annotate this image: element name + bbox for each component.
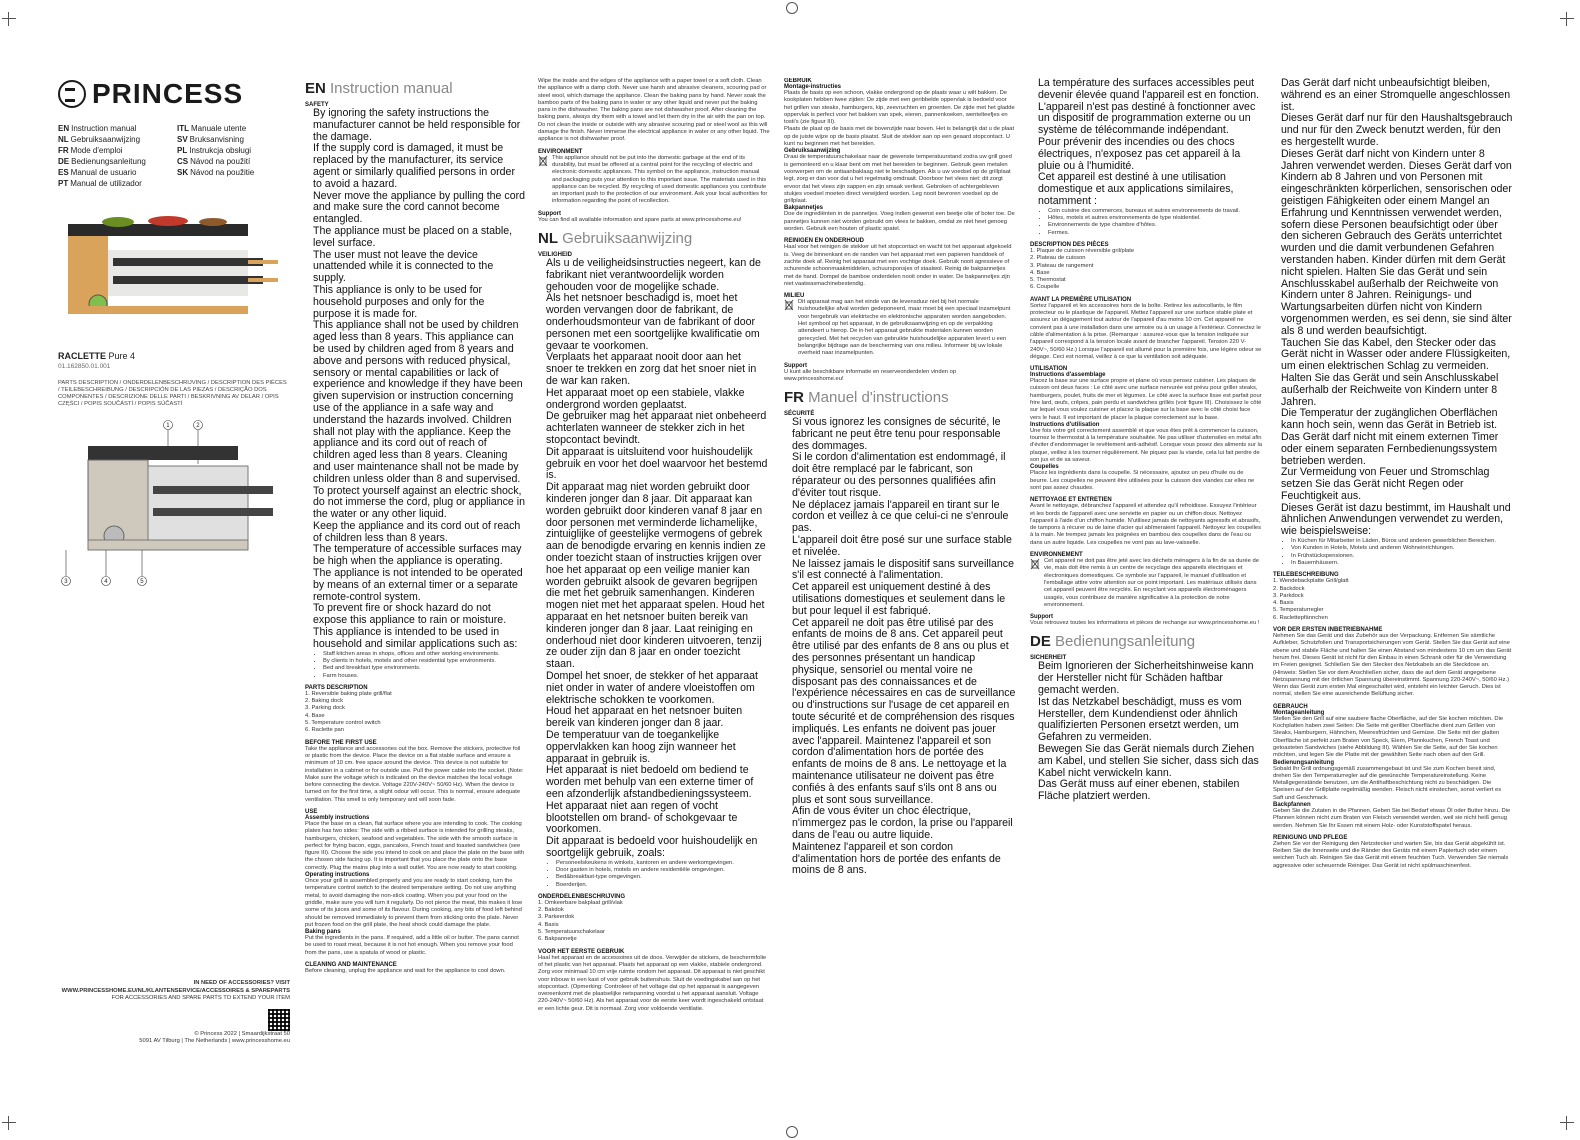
part-item: 1. Reversible baking plate grill/flat: [305, 690, 392, 697]
part-item: 1. Omkeerbare bakplaat grill/vlak: [538, 899, 623, 906]
accessories-info: [58, 980, 290, 1046]
section-heading: Support: [1030, 614, 1053, 621]
similar-item: • Von Kunden in Hotels, Motels und anderen Wohneinrichtungen.: [1291, 545, 1513, 552]
similar-item: • Boerderijen.: [556, 882, 770, 889]
de-heading: DE Bedienungsanleitung: [1030, 633, 1196, 651]
section-heading: ENVIRONNEMENT: [1030, 552, 1083, 559]
part-item: 2. Backdock: [1273, 585, 1305, 592]
language-item: [58, 124, 169, 133]
en-similar-list: [305, 651, 525, 680]
similar-item: • Coin cuisine des commerces, bureaux et autres environnements de travail.: [1048, 208, 1262, 215]
part-item: 1. Wendebackplatte Grill/glatt: [1273, 578, 1349, 585]
en-parts-list: [305, 691, 525, 735]
subheading: Assembly instructions: [305, 815, 370, 821]
model-name: [58, 351, 288, 361]
section-heading: TEILEBESCHREIBUNG: [1273, 572, 1339, 579]
section-heading: VOOR HET EERSTE GEBRUIK: [538, 948, 625, 955]
language-item: [177, 124, 288, 133]
parts-diagram: [58, 416, 288, 591]
language-code: ES: [58, 168, 69, 177]
similar-item: • Personeelskeukens in winkels, kantoren en andere werkomgevingen.: [556, 860, 770, 867]
part-item: 6. Raclettepfännchen: [1273, 614, 1328, 621]
language-label: Bruksanvisning: [189, 135, 244, 144]
nl-column: [538, 78, 770, 1118]
paragraph: Stellen Sie den Grill auf eine saubere flache Oberfläche, auf der Sie kochen möchten. Die Kochplatten haben zwei Seiten: Die Seite mit gerillter Oberfläche dient zum Grillen von Steaks, Hamburgern, Hähnchen, Meeresfrüchten und Gemüse. Die Seite mit der glatten Oberfläche ist perfekt zum Braten von Speck, Eiern, Pfannkuchen, French Toast und getoasteten Sandwiches (siehe Abbildung III). Wählen Sie die Seite, auf der Sie kochen möchten, und legen Sie die Platte mit der gewählten Seite nach oben auf den Grill.: [1273, 715, 1504, 759]
language-label: Gebruiksaanwijzing: [70, 135, 141, 144]
section-heading: USE: [305, 809, 318, 815]
safety-item: • This appliance shall not be used by children aged less than 8 years. This appliance can be used by children aged from 8 years and above and persons with reduced physical, sensory or mental capabilities or lack of experience and knowledge if they have been given supervision or instruction concerning use of the appliance in a safe way and understand the hazards involved. Children shall not play with the appliance. Keep the appliance and its cord out of reach of children aged less than 8 years. Cleaning and user maintenance shall not be made by children unless older than 8 and supervised.: [313, 320, 525, 485]
paragraph: Before cleaning, unplug the appliance and wait for the appliance to cool down.: [305, 968, 506, 975]
safety-item: • Pour prévenir des incendies ou des chocs électriques, n'exposez pas cet appareil à la pluie ou à l'humidité.: [1038, 137, 1262, 172]
paragraph: Draai de temperatuurschakelaar naar de gewenste temperatuurstand zodra uw grill goed is gemonteerd en u klaar bent om met het bereiden te beginnen. Gebruik geen metalen voorwerpen om de antiaanbaklaag niet te beschadigen. Als u uw voedsel op de grillplaat legt, zorg er dan voor dat u het regelmatig omdraait. Doorboor het vlees niet: dit zorgt ervoor dat het vlees zijn sappen en zijn smaak verliest. Gebroken of achtergebleven stukjes voedsel moeten direct verwijderd worden. Leg nooit bevroren voedsel op de grillplaat.: [784, 154, 1012, 205]
similar-item: • In Frühstückspensionen.: [1291, 553, 1513, 560]
paragraph: Place the base on a clean, flat surface where you are intending to cook. The cooking plates has two sides: The side with a ribbed surface is intended for grilling steaks, hamburgers, chicken, seafood and vegetables. The side with the smooth surface is perfect for frying bacon, eggs, pancakes, French toast and toasted sandwiches (see figure III). Choose the side you intend to cook on and place the plate on the base with the chosen side facing up. It is important that you place the plate onto the base correctly. Plug the mains plug into a wall outlet. You are now ready to start cooking.: [305, 821, 525, 871]
section-heading: ENVIRONMENT: [538, 148, 583, 155]
raclette-product-image: [58, 206, 288, 336]
safety-item: • To prevent fire or shock hazard do not expose this appliance to rain or moisture.: [313, 603, 525, 627]
language-label: Návod na použití: [190, 157, 251, 166]
safety-item: • Das Gerät darf nicht mit einem externen Timer oder einem separaten Fernbedienungssystem betrieben werden.: [1281, 432, 1513, 467]
part-item: 5. Temperaturregler: [1273, 607, 1324, 614]
copyright: © Princess 2022 | Smaardijkstraat 50: [194, 1030, 290, 1037]
similar-item: • Hôtes, motels et autres environnements de type résidentiel.: [1048, 215, 1262, 222]
accessories-line: FOR ACCESSORIES AND SPARE PARTS TO EXTEND YOUR ITEM: [111, 995, 290, 1001]
language-code: PT: [58, 179, 69, 188]
fr-safety-list: [784, 417, 1016, 877]
safety-item: • This appliance is intended to be used in household and similar applications such as:: [313, 627, 525, 651]
safety-item: • Houd het apparaat en het netsnoer buiten bereik van kinderen jonger dan 8 jaar.: [546, 706, 770, 730]
paragraph: Placez la base sur une surface propre et plane où vous pensez cuisiner. Les plaques de cuisson ont deux faces : Le côté avec une surface nervurée est prévu pour griller steaks, hamburgers, poulet, fruits de mer et légumes. Le côté avec la surface lisse est parfait pour frire lard, œufs, crêpes, pain perdu et sandwiches grillés (voir figure III). Choisissez le côté sur lequel vous voulez cuisiner et placez la plaque sur la base avec le côté choisi face vers le haut. Il est important de placer la plaque correctement sur la base.: [1030, 378, 1262, 421]
paragraph: Put the ingredients in the pans. If required, add a little oil or butter. The pans cannot be used to roast meat, because it is not hot enough. When you remove your food from the pans, use a spatula of wood or plastic.: [305, 935, 519, 956]
de-similar-list: [1273, 538, 1513, 567]
safety-item: • Ne déplacez jamais l'appareil en tirant sur le cordon et veillez à ce que celui-ci ne s'enroule pas.: [792, 500, 1016, 535]
safety-item: • To protect yourself against an electric shock, do not immerse the cord, plug or appliance in the water or any other liquid.: [313, 486, 525, 521]
safety-item: • Keep the appliance and its cord out of reach of children less than 8 years.: [313, 521, 525, 545]
section-heading: VOR DER ERSTEN INBETRIEBNAHME: [1273, 627, 1383, 634]
paragraph: Plaats de plaat op de basis met de bovenzijde naar boven. Het is belangrijk dat u de plaat op de juiste wijze op de basis plaatst. Sluit de stekker aan op een geaard stopcontact. U kunt nu beginnen met het bereiden.: [784, 126, 1015, 148]
language-label: Manual de utilizador: [70, 179, 142, 188]
subheading: Instructions d'assemblage: [1030, 372, 1106, 379]
part-item: 4. Basis: [1273, 600, 1294, 607]
crop-mark: [2, 1116, 16, 1130]
section-heading: PARTS DESCRIPTION: [305, 684, 368, 691]
qr-code-icon: [268, 1009, 290, 1031]
paragraph: Geben Sie die Zutaten in die Pfannen. Geben Sie bei Bedarf etwas Öl oder Butter hinzu. Die Pfannen können nicht zum Braten von Fleisch verwendet werden, weil sie nicht heiß genug werden. Nehmen Sie Ihr Essen mit einem Holz- oder Kunststoffspatel heraus.: [1273, 807, 1511, 829]
safety-item: • The appliance must be placed on a stable, level surface.: [313, 226, 525, 250]
similar-item: • In Küchen für Mitarbeiter in Läden, Büros und anderen gewerblichen Bereichen.: [1291, 538, 1513, 545]
part-item: 2. Bakdok: [538, 907, 564, 914]
diagram-label: 4: [104, 579, 108, 585]
brand-name: PRINCESS: [92, 78, 244, 109]
language-code: SV: [177, 135, 188, 144]
safety-item: • Die Temperatur der zugänglichen Oberflächen kann hoch sein, wenn das Gerät in Betrieb ist.: [1281, 408, 1513, 432]
safety-item: • Het apparaat is niet bedoeld om bediend te worden met behulp van een externe timer of een afzonderlijk afstandbedieningssysteem.: [546, 765, 770, 800]
de-safety-list-cont: [1273, 78, 1513, 538]
section-heading: SÉCURITÉ: [784, 411, 815, 418]
address: 5091 AV Tilburg | The Netherlands | www.princesshome.eu: [139, 1038, 290, 1044]
brand-logo: [58, 78, 288, 110]
subheading: Operating instructions: [305, 872, 370, 879]
safety-item: • Het apparaat moet op een stabiele, vlakke ondergrond worden geplaatst.: [546, 388, 770, 412]
part-item: 2. Plateau de cuisson: [1030, 255, 1086, 262]
paragraph: U kunt alle beschikbare informatie en reserveonderdelen vinden op www.princesshome.eu!: [784, 368, 957, 382]
safety-item: • Dit apparaat is bedoeld voor huishoudelijk en soortgelijk gebruik, zoals:: [546, 836, 770, 860]
nl-parts-list: [538, 900, 770, 944]
fr-heading: FR Manuel d'instructions: [784, 389, 949, 407]
safety-item: • Dieses Gerät darf nicht von Kindern unter 8 Jahren verwendet werden. Dieses Gerät darf von Kindern ab 8 Jahren und von Personen mit eingeschränkten körperlichen, sensorischen oder geistigen Fähigkeiten oder einem Mangel an Erfahrung und Kenntnissen verwendet werden, sofern diese Personen beaufsichtigt oder über den sicheren Gebrauch des Geräts unterrichtet wurden und die damit verbundenen Gefahren verstanden haben. Kinder dürfen mit dem Gerät nicht spielen. Halten Sie das Gerät und sein Anschlusskabel außerhalb der Reichweite von Kindern unter 8 Jahren. Reinigungs- und Wartungsarbeiten dürfen nicht von Kindern vorgenommen werden, es sei denn, sie sind älter als 8 und werden beaufsichtigt.: [1281, 149, 1513, 338]
section-heading: REINIGEN EN ONDERHOUD: [784, 238, 865, 245]
accessories-title: IN NEED OF ACCESSORIES? VISIT: [193, 980, 290, 986]
safety-item: • Afin de vous éviter un choc électrique, n'immergez pas le cordon, la prise ou l'appareil dans de l'eau ou autre liquide.: [792, 806, 1016, 841]
safety-item: • Als het netsnoer beschadigd is, moet het worden vervangen door de fabrikant, de onderhoudsmonteur van de fabrikant of door personen met een soortgelijke kwalificatie om gevaar te voorkomen.: [546, 293, 770, 352]
similar-item: • Bed and breakfast type environments.: [323, 665, 525, 672]
diagram-label: 3: [64, 579, 68, 585]
subheading: Bakpannetjes: [784, 205, 824, 212]
recycle-bin-icon: [538, 155, 548, 167]
section-heading: GEBRUIK: [784, 78, 812, 84]
safety-item: • Dieses Gerät darf nur für den Haushaltsgebrauch und nur für den Zweck benutzt werden, für den es hergestellt wurde.: [1281, 113, 1513, 148]
part-item: 5. Thermostat: [1030, 277, 1066, 284]
fr-de-column: [1030, 78, 1262, 1118]
part-item: 3. Plateau de rangement: [1030, 262, 1094, 269]
crop-mark: [786, 1126, 798, 1138]
section-heading: DESCRIPTION DES PIÈCES: [1030, 241, 1109, 248]
language-item: [58, 157, 169, 166]
paragraph: This appliance should not be put into the domestic garbage at the end of its durability, but must be offered at a central point for the recycling of electric and electronic domestic appliances. This symbol on the appliance, instruction manual and packaging puts your attention to this important issue. The materials used in this appliance can be recycled. By recycling of used domestic appliances you contribute an important push to the protection of our environment. Ask your local authorities for information regarding the point of recollection.: [552, 154, 768, 205]
section-heading: SAFETY: [305, 102, 329, 108]
subheading: Baking pans: [305, 929, 341, 936]
language-code: DE: [58, 157, 70, 166]
subheading: Coupelles: [1030, 464, 1059, 471]
model-title: RACLETTE: [58, 351, 106, 361]
fr-similar-list: [1030, 208, 1262, 237]
section-heading: GEBRAUCH: [1273, 703, 1308, 710]
section-heading: AVANT LA PREMIÈRE UTILISATION: [1030, 296, 1132, 303]
safety-item: • Dit apparaat is uitsluitend voor huishoudelijk gebruik en voor het doel waarvoor het bestemd is.: [546, 447, 770, 482]
subheading: Montageanleitung: [1273, 709, 1325, 716]
section-heading: Support: [538, 210, 561, 217]
recycle-bin-icon: [784, 299, 794, 311]
safety-item: • Bewegen Sie das Gerät niemals durch Ziehen am Kabel, und stellen Sie sicher, dass sich das Kabel nicht verwickeln kann.: [1038, 744, 1262, 779]
similar-item: • Farm houses.: [323, 673, 525, 680]
language-code: FR: [58, 146, 69, 155]
safety-item: • Cet appareil est destiné à une utilisation domestique et aux applications similaires, notamment :: [1038, 172, 1262, 207]
subheading: Montage-instructies: [784, 84, 842, 90]
safety-item: • The user must not leave the device unattended while it is connected to the supply.: [313, 250, 525, 285]
part-item: 6. Bakpannetje: [538, 936, 577, 943]
paragraph: Sortez l'appareil et les accessoires hors de la boîte. Retirez les autocollants, le film protecteur ou le plastique de l'appareil. Mettez l'appareil sur une surface stable plate et assurez un dégagement tout autour de l'appareil d'au moins 10 cm. Cet appareil ne convient pas à une installation dans une armoire ou à un usage à l'extérieur. Connectez le câble d'alimentation à la prise. (Remarque : assurez-vous que la tension indiquée sur l'appareil correspond à la tension locale avant de brancher l'appareil. Tension 220 V-240V~, 50/60 Hz.) Lorsque l'appareil est allumé pour la première fois, une légère odeur se dégage. Ceci est normal, veillez à ce que la ventilation soit adéquate.: [1030, 302, 1262, 360]
paragraph: Wipe the inside and the edges of the appliance with a paper towel or a soft cloth. Clean the appliance with a damp cloth. Never use harsh and abrasive cleaners, scouring pad or steel wool, which damage the appliance. Clean the baking pans by hand. Never soak the bamboo parts of the baking pans in water or any other liquid and never put the baking pans in the dishwasher. The baking pans are not dishwasher proof. After cleaning the baking pans, always dry them with a towel and let them dry in the air with the pan on top. Do not clean the inside or outside with any abrasive scouring pad or steel wool as this will damage the finish. Never immerse the electrical appliance in water or any other liquid. The appliance is not dishwasher proof.: [538, 78, 770, 143]
paragraph: Placez les ingrédients dans la coupelle. Si nécessaire, ajoutez un peu d'huile ou de beurre. Les coupelles ne peuvent être utilisées pour la cuisson des viandes car elles ne sont pas assez chaudes.: [1030, 470, 1255, 491]
similar-item: • Environnements de type chambre d'hôtes.: [1048, 222, 1262, 229]
language-list: [58, 124, 288, 188]
language-item: [58, 146, 169, 155]
safety-item: • Dompel het snoer, de stekker of het apparaat niet onder in water of andere vloeistoffen om elektrische schokken te voorkomen.: [546, 671, 770, 706]
safety-item: • Als u de veiligheidsinstructies negeert, kan de fabrikant niet verantwoordelijk worden gehouden voor de mogelijke schade.: [546, 258, 770, 293]
paragraph: Une fois votre gril correctement assemblé et que vous êtes prêt à commencer la cuisson, tournez le thermostat à la température souhaitée. Ne pas utiliser d'ustensiles en métal afin d'éviter d'endommager le revêtement anti-adhésif. Lorsque vous posez des aliments sur la plaque, veillez à les tourner régulièrement. Ne piquez pas la viande, cela lui fait perdre de son jus et de sa saveur.: [1030, 427, 1262, 464]
part-item: 6. Raclette pan: [305, 727, 344, 734]
part-item: 4. Base: [1030, 269, 1050, 276]
subheading: Backpfannen: [1273, 801, 1311, 808]
safety-item: • Verplaats het apparaat nooit door aan het snoer te trekken en zorg dat het snoer niet in de war kan raken.: [546, 352, 770, 387]
fr-safety-list-cont: [1030, 78, 1262, 208]
language-code: EN: [58, 124, 70, 133]
section-heading: CLEANING AND MAINTENANCE: [305, 962, 397, 969]
similar-item: • In Bauernhäusern.: [1291, 560, 1513, 567]
language-label: Instrukcja obsługi: [189, 146, 252, 155]
nl-heading: NL Gebruiksaanwijzing: [538, 230, 693, 248]
safety-item: • Never move the appliance by pulling the cord and make sure the cord cannot become entangled.: [313, 191, 525, 226]
similar-item: • Fermes.: [1048, 230, 1262, 237]
paragraph: Avant le nettoyage, débranchez l'appareil et attendez qu'il refroidisse. Essuyez l'intérieur et les bords de l'appareil avec une serviette en papier ou un chiffon doux. Nettoyez l'appareil à l'aide d'un chiffon humide. N'utilisez jamais de nettoyants agressifs et abrasifs, de tampons à récurer ou de laine d'acier qui abîmeraient l'appareil. Nettoyez les coupelles à la main. Ne trempez jamais les poignées en bambou des coupelles dans de l'eau ou dans un autre liquide. Les coupelles ne vont pas au lave-vaisselle.: [1030, 503, 1262, 546]
safety-item: • This appliance is only to be used for household purposes and only for the purpose it is made for.: [313, 285, 525, 320]
diagram-label: 1: [166, 423, 170, 429]
part-item: 5. Temperature control switch: [305, 720, 381, 727]
language-label: Bedienungsanleitung: [71, 157, 146, 166]
safety-item: • L'appareil doit être posé sur une surface stable et nivelée.: [792, 535, 1016, 559]
en-safety-list: [305, 108, 525, 651]
paragraph: Haal het apparaat en de accessoires uit de doos. Verwijder de stickers, de beschermfolie of het plastic van het apparaat. Plaats het apparaat op een vlakke, stabiele ondergrond. Zorg voor minimaal 10 cm vrije ruimte rondom het apparaat. Dit apparaat is niet geschikt voor inbouw in een kast of voor gebruik buitenshuis. Sluit de voedingskabel aan op het stopcontact. (Opmerking: Controleer of het voltage dat op het apparaat is aangegeven overeenkomt met de plaatselijke netspanning voordat u het apparaat aansluit. Voltage 220-240V~ 50/60 Hz). Als het apparaat voor de eerste keer wordt ingeschakeld ontstaat er een lichte geur. Dit is normaal. Zorg voor voldoende ventilatie.: [538, 954, 767, 1012]
parts-header: PARTS DESCRIPTION / ONDERDELENBESCHRIJVING / DESCRIPTION DES PIÈCES / TEILEBESCHREIBUNG / DESCRIPCIÓN DE LAS PIEZAS / DESCRIÇÃO DOS COMPONENTES / DESCRIZIONE DELLE PARTI / BESKRIVNING AV DELAR / OPIS CZĘŚCI / POPIS SOUČÁSTÍ / POPIS SÚČASTÍ: [58, 380, 287, 407]
crop-mark: [1560, 12, 1574, 26]
similar-item: • Bed&breakfast-type omgevingen.: [556, 874, 770, 881]
subheading: Instructions d'utilisation: [1030, 421, 1100, 428]
nl-safety-list: [538, 258, 770, 860]
safety-item: • Dit apparaat mag niet worden gebruikt door kinderen jonger dan 8 jaar. Dit apparaat kan worden gebruikt door kinderen vanaf 8 jaar en door personen met verminderde lichamelijke, zintuiglijke of geestelijke vermogens of gebrek aan de benodigde ervaring en kennis indien ze onder toezicht staan of instructies krijgen over hoe het apparaat op een veilige manier kan worden gebruikt alsook de gevaren begrijpen die met het gebruik samenhangen. Kinderen mogen niet met het apparaat spelen. Houd het apparaat en het netsnoer buiten bereik van kinderen jonger dan 8 jaar. Laat reiniging en onderhoud niet door kinderen uitvoeren, tenzij ze ouder zijn dan 8 jaar en onder toezicht staan.: [546, 482, 770, 671]
safety-item: • Tauchen Sie das Kabel, den Stecker oder das Gerät nicht in Wasser oder andere Flüssigkeiten, um einen elektrischen Schlag zu vermeiden.: [1281, 338, 1513, 373]
safety-item: • Das Gerät muss auf einer ebenen, stabilen Fläche platziert werden.: [1038, 779, 1262, 803]
similar-item: • By clients in hotels, motels and other residential type environments.: [323, 658, 525, 665]
part-item: 2. Baking dock: [305, 698, 344, 705]
safety-item: • By ignoring the safety instructions the manufacturer cannot be held responsible for the damage.: [313, 108, 525, 143]
safety-item: • Halten Sie das Gerät und sein Anschlusskabel außerhalb der Reichweite von Kindern unter 8 Jahren.: [1281, 373, 1513, 408]
princess-logo-icon: [58, 80, 86, 108]
subheading: Bedienungsanleitung: [1273, 759, 1335, 766]
fr-parts-list: [1030, 248, 1262, 292]
safety-item: • Beim Ignorieren der Sicherheitshinweise kann der Hersteller nicht für Schäden haftbar gemacht werden.: [1038, 661, 1262, 696]
language-item: [177, 168, 288, 177]
accessories-url: WWW.PRINCESSHOME.EU/NL/KLANTENSERVICE/ACCESSOIRES & SPAREPARTS: [61, 987, 290, 994]
safety-item: • Het apparaat niet aan regen of vocht blootstellen om brand- of schokgevaar te voorkomen.: [546, 801, 770, 836]
section-heading: SICHERHEIT: [1030, 655, 1067, 662]
language-code: CS: [177, 157, 189, 166]
diagram-label: 5: [140, 579, 144, 585]
crop-mark: [2, 12, 16, 26]
paragraph: Haal voor het reinigen de stekker uit het stopcontact en wacht tot het apparaat afgekoeld is. Veeg de binnenkant en de randen van het apparaat met een papieren handdoek of zachte doek af. Reinig het apparaat met een vochtige doek. Gebruik nooit agressieve of schurende schoonmaakmiddelen, schuursponsjes of staalwol. Reinig de bakpannetjes met de hand. Dompel de bamboe onderdelen nooit onder in water. De bakpannetjes zijn niet vaatwasmachinebestendig.: [784, 244, 1012, 287]
safety-item: • De gebruiker mag het apparaat niet onbeheerd achterlaten wanneer de stekker zich in het stopcontact bevindt.: [546, 411, 770, 446]
model-variant: Pure 4: [108, 351, 136, 361]
part-item: 4. Basis: [538, 921, 559, 928]
language-label: Mode d'emploi: [70, 146, 123, 155]
diagram-label: 2: [196, 423, 200, 429]
safety-item: • If the supply cord is damaged, it must be replaced by the manufacturer, its service agent or similarly qualified persons in order to avoid a hazard.: [313, 143, 525, 190]
safety-item: • De temperatuur van de toegankelijke oppervlakken kan hoog zijn wanneer het apparaat in gebruik is.: [546, 730, 770, 765]
safety-item: • Ist das Netzkabel beschädigt, muss es vom Hersteller, dem Kundendienst oder ähnlich qualifizierten Personen ersetzt werden, um Gefahren zu vermeiden.: [1038, 697, 1262, 744]
section-heading: VEILIGHEID: [538, 252, 573, 259]
section-heading: ONDERDELENBESCHRIJVING: [538, 893, 626, 900]
section-heading: REINIGUNG UND PFLEGE: [1273, 834, 1348, 841]
section-heading: BEFORE THE FIRST USE: [305, 739, 377, 746]
part-item: 3. Parkeerdok: [538, 914, 575, 921]
safety-item: • La température des surfaces accessibles peut devenir élevée quand l'appareil est en fonction.: [1038, 78, 1262, 102]
language-code: PL: [177, 146, 188, 155]
safety-item: • Cet appareil est uniquement destiné à des utilisations domestiques et seulement dans le but pour lequel il est fabriqué.: [792, 582, 1016, 617]
part-item: 4. Base: [305, 712, 325, 719]
part-item: 5. Temperatuurschakelaar: [538, 929, 605, 936]
part-item: 6. Coupelle: [1030, 284, 1060, 291]
safety-item: • Ne laissez jamais le dispositif sans surveillance s'il est connecté à l'alimentation.: [792, 559, 1016, 583]
en-column: [305, 78, 525, 1118]
part-item: 3. Parking dock: [305, 705, 345, 712]
paragraph: Once your grill is assembled properly and you are ready to start cooking, turn the temperature control switch to the desired temperature setting. Do not use anything metal, to avoid damaging the non-stick coating. When you put your food on the griddle, make sure you will turn it regularly. Do not pierce the meat, this makes it lose some of its juices and some of its flavour. During cooking, any bits of food left behind should be removed immediately to prevent them from sticking onto the plate. Never put frozen food on the grill plate, the heat shock could damage the plate.: [305, 878, 523, 928]
paragraph: Sobald Ihr Grill ordnungsgemäß zusammengebaut ist und Sie zum Kochen bereit sind, drehen Sie den Temperaturregler auf die gewünschte Temperatureinstellung. Keine Metallgegenstände benutzen, um die Antihaftbeschichtung nicht zu beschädigen. Die Speisen auf der Grillplatte regelmäßig wenden. Fleisch nicht einstechen, sonst verliert es Saft und Geschmack.: [1273, 765, 1502, 801]
recycle-bin-icon: [1030, 558, 1040, 570]
crop-mark: [1560, 1116, 1574, 1130]
safety-item: • Si le cordon d'alimentation est endommagé, il doit être remplacé par le fabricant, son réparateur ou des personnes qualifiées afin d'éviter tout risque.: [792, 452, 1016, 499]
en-heading: EN Instruction manual: [305, 80, 453, 97]
language-code: SK: [177, 168, 189, 177]
subheading: Gebruiksaanwijzing: [784, 148, 841, 155]
language-label: Manuale utente: [191, 124, 247, 133]
safety-item: • Zur Vermeidung von Feuer und Stromschlag setzen Sie das Gerät nicht Regen oder Feuchtigkeit aus.: [1281, 467, 1513, 502]
paragraph: Nehmen Sie das Gerät und das Zubehör aus der Verpackung. Entfernen Sie sämtliche Aufkleber, Schutzfolien und Transportsicherungen vom Gerät. Stellen Sie das Gerät auf eine ebene und stabile Fläche und halten Sie einen Abstand von mindestens 10 cm um das Gerät herum frei. Dieses Gerät ist nicht für den Einbau in einen Schrank oder für die Verwendung im Freien geeignet. Schließen Sie den Stecker des Netzkabels an die Steckdose an. (Hinweis: Stellen Sie vor dem Anschließen sicher, dass die auf dem Gerät angegebene Netzspannung mit der örtlichen Spannung übereinstimmt. Spannung 220-240V~, 50/60 Hz.) Wenn das Gerät zum ersten Mal eingeschaltet wird, entsteht ein leichter Geruch. Dies ist normal, stellen Sie eine ausreichende Belüftung sicher.: [1273, 633, 1512, 698]
safety-item: • Si vous ignorez les consignes de sécurité, le fabricant ne peut être tenu pour responsable des dommages.: [792, 417, 1016, 452]
nl-fr-column: [784, 78, 1016, 1118]
safety-item: • Das Gerät darf nicht unbeaufsichtigt bleiben, während es an einer Stromquelle angeschlossen ist.: [1281, 78, 1513, 113]
section-heading: NETTOYAGE ET ENTRETIEN: [1030, 497, 1112, 504]
language-code: ITL: [177, 124, 189, 133]
safety-item: • The temperature of accessible surfaces may be high when the appliance is operating.: [313, 544, 525, 568]
safety-item: • The appliance is not intended to be operated by means of an external timer or a separate remote-control system.: [313, 568, 525, 603]
similar-item: • Door gasten in hotels, motels en andere residentiële omgevingen.: [556, 867, 770, 874]
section-heading: MILIEU: [784, 293, 805, 300]
section-heading: Support: [784, 362, 807, 369]
language-label: Návod na použitie: [190, 168, 255, 177]
de-column: [1273, 78, 1513, 1118]
crop-mark: [786, 2, 798, 14]
language-item: [177, 179, 288, 188]
paragraph: You can find all available information and spare parts at www.princesshome.eu!: [538, 216, 742, 223]
language-item: [177, 135, 288, 144]
paragraph: Doe de ingrediënten in de pannetjes. Voeg indien gewenst een beetje olie of boter toe. De pannetjes kunnen niet worden gebruikt om vlees te bakken, omdat ze niet heet genoeg worden. Gebruik een houten of plastic spatel.: [784, 211, 1015, 233]
language-code: NL: [58, 135, 69, 144]
nl-similar-list: [538, 860, 770, 889]
safety-item: • Maintenez l'appareil et son cordon d'alimentation hors de portée des enfants de moins de 8 ans.: [792, 842, 1016, 877]
paragraph: Vous retrouvez toutes les informations et pièces de rechange sur www.princesshome.eu !: [1030, 620, 1260, 627]
language-item: [58, 179, 169, 188]
de-parts-list: [1273, 578, 1513, 622]
safety-item: • L'appareil n'est pas destiné à fonctionner avec un dispositif de programmation externe ou un système de télécommande indépendant.: [1038, 102, 1262, 137]
language-label: Manual de usuario: [70, 168, 137, 177]
cover-column: [58, 78, 288, 1118]
paragraph: Plaats de basis op een schoon, vlakke ondergrond op de plaats waar u wilt bakken. De kookplaten hebben twee zijden: De zijde met een geribbelde oppervlak is bedoeld voor het grillen van steaks, hamburgers, kip, zeevruchten en groenten. De zijde met het gladde oppervlak is perfect voor het bakken van spek, eieren, pannenkoeken, wentelteefjes en tosti's (zie figuur III).: [784, 90, 1015, 126]
language-item: [58, 135, 169, 144]
language-item: [177, 157, 288, 166]
paragraph: Ziehen Sie vor der Reinigung den Netzstecker und warten Sie, bis das Gerät abgekühlt ist. Reiben Sie die Innenseite und die Ränder des Geräts mit einem Papiertuch oder einem weichen Tuch ab. Reinigen Sie das Gerät mit einem feuchten Tuch. Verwenden Sie niemals aggressive oder scheuernde Reiniger. Das Gerät ist nicht spülmaschinenfest.: [1273, 840, 1509, 869]
part-item: 3. Parkdock: [1273, 592, 1304, 599]
safety-item: • Cet appareil ne doit pas être utilisé par des enfants de moins de 8 ans. Cet appareil peut être utilisé par des enfants de 8 ans ou plus et des personnes présentant un handicap physique, sensoriel ou mental voire ne disposant pas des connaissances et de l'expérience nécessaires en cas de surveillance ou d'instructions sur l'usage de cet appareil en toute sécurité et de compréhension des risques impliqués. Les enfants ne doivent pas jouer avec l'appareil. Maintenez l'appareil et son cordon d'alimentation hors de portée des enfants de moins de 8 ans. Le nettoyage et la maintenance utilisateur ne doivent pas être confiés à des enfants sauf s'ils ont 8 ans ou plus et sont sous surveillance.: [792, 618, 1016, 807]
language-label: Instruction manual: [71, 124, 137, 133]
part-item: 1. Plaque de cuisson réversible gril/plate: [1030, 247, 1135, 254]
paragraph: Cet appareil ne doit pas être jeté avec les déchets ménagers à la fin de sa durée de vie, mais doit être remis à un centre de recyclage des appareils électriques et électroniques domestiques. Ce symbole sur l'appareil, le manuel d'utilisation et l'emballage attire votre attention sur ce point important. Les matériaux utilisés dans cet appareil peuvent être recyclés. En recyclant vos appareils électroménagers usagés, vous contribuez de manière significative à la protection de notre environnement.: [1044, 558, 1259, 608]
paragraph: Take the appliance and accessories out the box. Remove the stickers, protective foil or plastic from the device. Place the device on a flat stable surface and ensure a minimum of 10 cm. free space around the device. This device is not suitable for installation in a cabinet or for outside use. Pull the power cable into the socket. (Note: Make sure the voltage which is indicated on the device matches the local voltage before connecting the device. Voltage 220V-240V~ 50/60 Hz). When the device is turned on for the first time, a slight odour will occur. This is normal, ensure adequate ventilation. This smell is only temporary and will soon fade.: [305, 745, 524, 803]
model-code: 01.162850.01.001: [58, 363, 111, 370]
paragraph: Dit apparaat mag aan het einde van de levensduur niet bij het normale huishoudelijke afval worden gedeponeerd, maar moet bij een speciaal inzamelpunt voor hergebruik van elektrische en elektronische apparaten worden aangeboden. Het symbool op het apparaat, in de gebruiksaanwijzing en op de verpakking attendeert u hierop. De in het apparaat gebruikte materialen kunnen worden gerecycled. Met het recyclen van gebruikte huishoudelijke apparaten levert u een belangrijke bijdrage aan de bescherming van ons milieu. Informeer bij uw lokale overheid naar inzamelpunten.: [798, 299, 1011, 357]
language-item: [58, 168, 169, 177]
language-item: [177, 146, 288, 155]
safety-item: • Dieses Gerät ist dazu bestimmt, im Haushalt und ähnlichen Anwendungen verwendet zu werden, wie beispielsweise:: [1281, 503, 1513, 538]
de-safety-list: [1030, 661, 1262, 803]
similar-item: • Staff kitchen areas in shops, offices and other working environments.: [323, 651, 525, 658]
section-heading: UTILISATION: [1030, 366, 1068, 373]
